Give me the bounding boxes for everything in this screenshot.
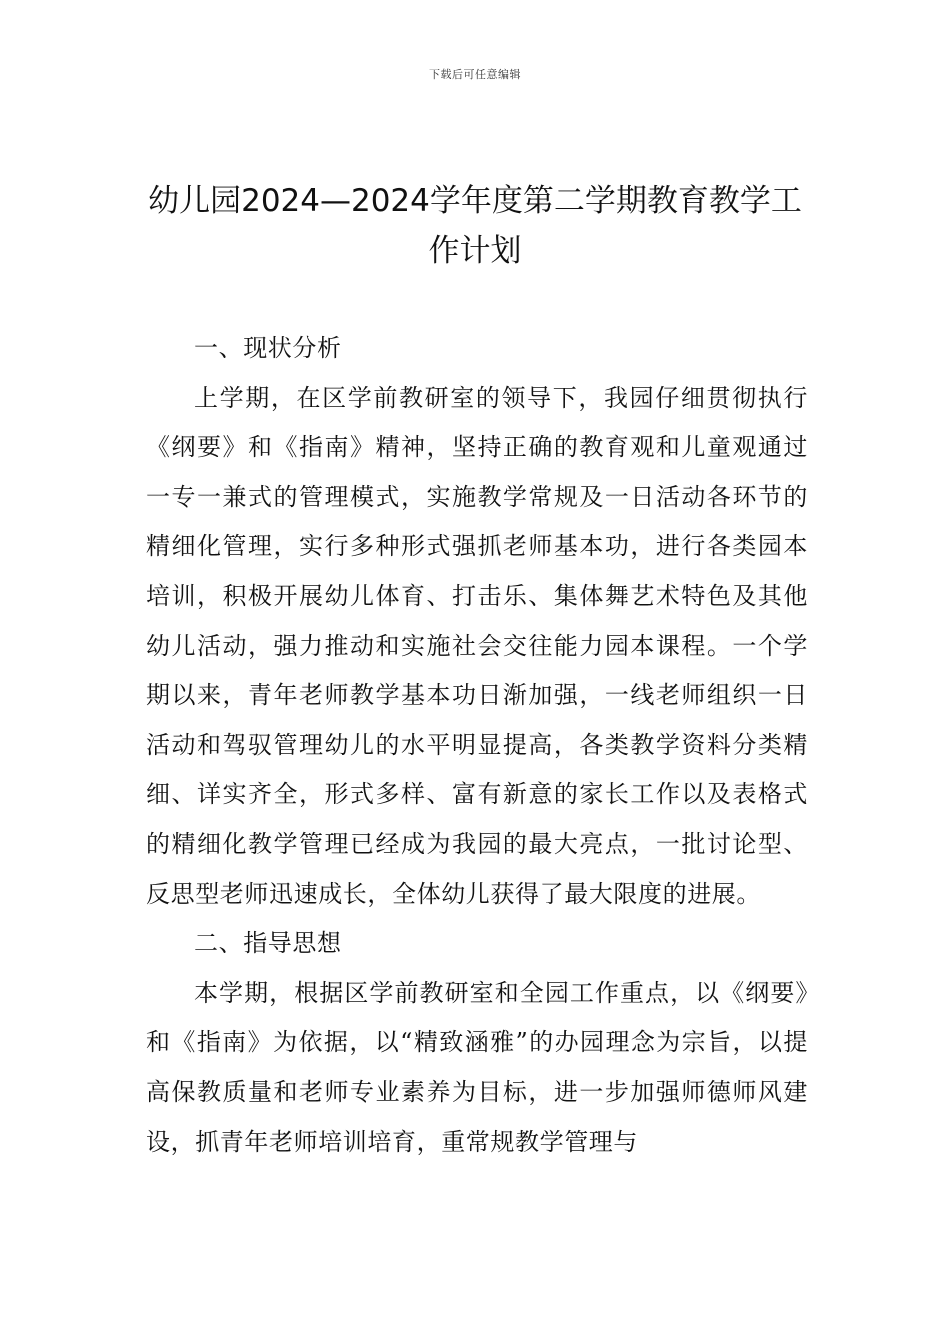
section-heading-status-analysis: 一、现状分析	[194, 334, 342, 362]
section-heading-guiding-ideology: 二、指导思想	[194, 929, 342, 958]
paragraph-guiding-ideology: 本学期，根据区学前教研室和全园工作重点，以《纲要》和《指南》为依据，以“精致涵雅”的办园理念为宗旨，以提高保教质量和老师专业素养为目标，进一步加强师德师风建设，抓青年老师培训培育，重常规教学管理与	[146, 978, 808, 1156]
document-title: 幼儿园2024—2024学年度第二学期教育教学工作计划	[148, 183, 802, 269]
document-body	[146, 324, 808, 1167]
header-note: 下载后可任意编辑	[429, 68, 521, 81]
paragraph-status-analysis: 上学期，在区学前教研室的领导下，我园仔细贯彻执行《纲要》和《指南》精神，坚持正确的教育观和儿童观通过一专一兼式的管理模式，实施教学常规及一日活动各环节的精细化管理，实行多种形式强抓老师基本功，进行各类园本培训，积极开展幼儿体育、打击乐、集体舞艺术特色及其他幼儿活动，强力推动和实施社会交往能力园本课程。一个学期以来，青年老师教学基本功日渐加强，一线老师组织一日活动和驾驭管理幼儿的水平明显提高，各类教学资料分类精细、详实齐全，形式多样、富有新意的家长工作以及表格式的精细化教学管理已经成为我园的最大亮点，一批讨论型、反思型老师迅速成长，全体幼儿获得了最大限度的进展。	[146, 383, 808, 908]
